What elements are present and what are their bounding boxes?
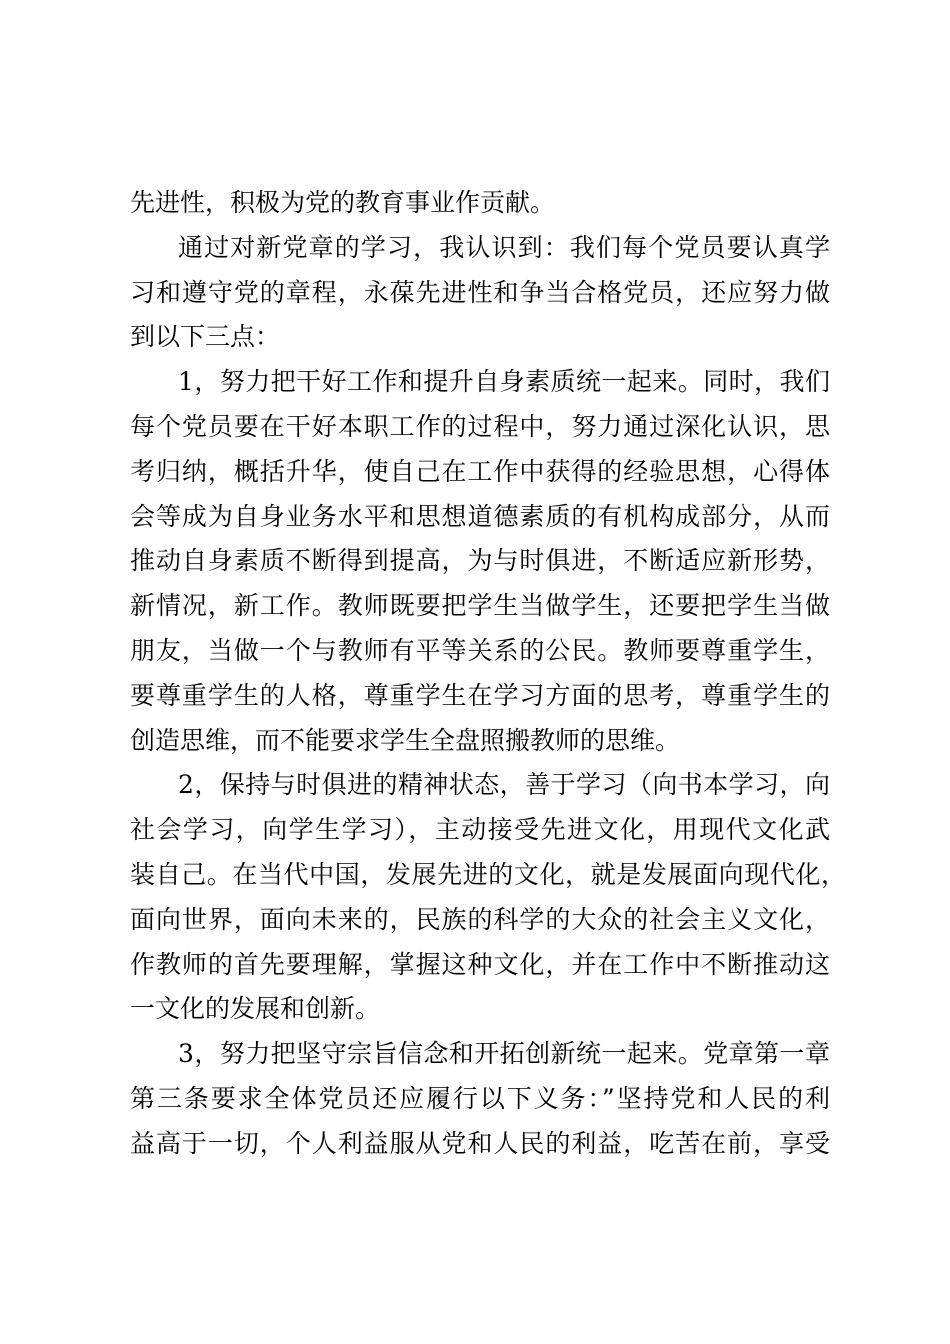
paragraph xyxy=(130,360,830,763)
text-line: 作教师的首先要理解，掌握这种文化，并在工作中不断推动这 xyxy=(130,949,830,979)
text-line: 会等成为自身业务水平和思想道德素质的有机构成部分，从而 xyxy=(130,501,830,531)
text-line: 2，保持与时俱进的精神状态，善于学习（向书本学习，向 xyxy=(178,770,830,800)
text-line: 3，努力把坚守宗旨信念和开拓创新统一起来。党章第一章 xyxy=(178,1039,830,1069)
text-line: 新情况，新工作。教师既要把学生当做学生，还要把学生当做 xyxy=(130,591,830,621)
text-line: 考归纳，概括升华，使自己在工作中获得的经验思想，心得体 xyxy=(130,456,830,486)
text-line: 每个党员要在干好本职工作的过程中，努力通过深化认识，思 xyxy=(130,411,830,441)
paragraph xyxy=(130,181,830,226)
paragraph xyxy=(130,1032,830,1166)
text-line: 朋友，当做一个与教师有平等关系的公民。教师要尊重学生， xyxy=(130,635,830,665)
text-line: 社会学习，向学生学习），主动接受先进文化，用现代文化武 xyxy=(130,815,830,845)
text-line: 创造思维，而不能要求学生全盘照搬教师的思维。 xyxy=(130,725,681,755)
text-line: 1，努力把干好工作和提升自身素质统一起来。同时，我们 xyxy=(178,367,830,397)
document-body xyxy=(130,181,846,1167)
text-line: 先进性，积极为党的教育事业作贡献。 xyxy=(130,188,556,217)
text-line: 通过对新党章的学习，我认识到：我们每个党员要认真学 xyxy=(178,232,830,262)
text-line: 第三条要求全体党员还应履行以下义务：”坚持党和人民的利 xyxy=(130,1083,830,1113)
text-line: 装自己。在当代中国，发展先进的文化，就是发展面向现代化， xyxy=(130,859,846,889)
paragraph xyxy=(130,763,846,1032)
text-line: 一文化的发展和创新。 xyxy=(130,994,381,1024)
paragraph xyxy=(130,226,830,360)
text-line: 到以下三点： xyxy=(130,322,281,352)
text-line: 益高于一切，个人利益服从党和人民的利益，吃苦在前，享受 xyxy=(130,1128,830,1158)
text-line: 面向世界，面向未来的，民族的科学的大众的社会主义文化， xyxy=(130,904,830,934)
text-line: 要尊重学生的人格，尊重学生在学习方面的思考，尊重学生的 xyxy=(130,680,830,710)
text-line: 推动自身素质不断得到提高，为与时俱进，不断适应新形势， xyxy=(130,546,830,576)
text-line: 习和遵守党的章程，永葆先进性和争当合格党员，还应努力做 xyxy=(130,277,830,307)
